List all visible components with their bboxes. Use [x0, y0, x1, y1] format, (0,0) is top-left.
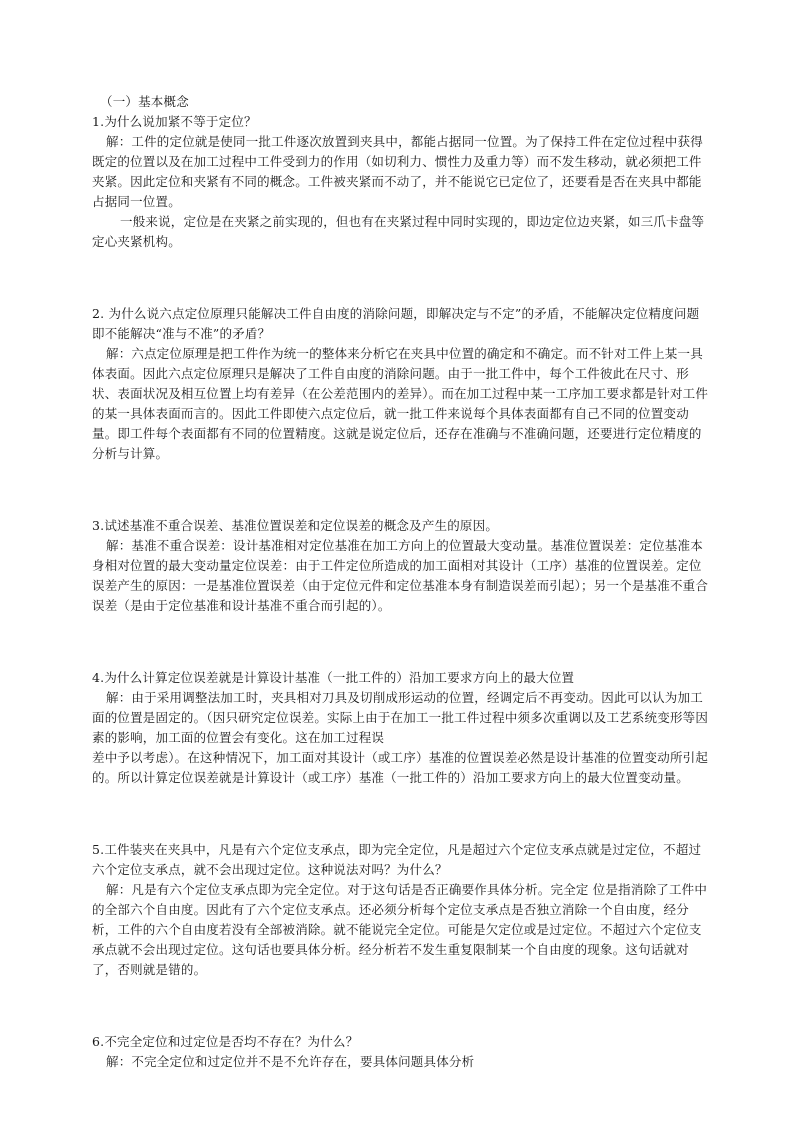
question-2: 2. 为什么说六点定位原理只能解决工件自由度的消除问题，即解决定与不定”的矛盾，不能解决定位精度问题即不能解决“准与不准”的矛盾？: [92, 306, 700, 341]
question-4: 4.为什么计算定位误差就是计算设计基准（一批工件的）沿加工要求方向上的最大位置: [92, 670, 575, 685]
answer-4: 解：由于采用调整法加工时，夹具相对刀具及切削成形运动的位置，经调定后不再变动。因此可以认为加工面的位置是固定的。（因只研究定位误差。实际上由于在加工一批工件过程中须多次重调以及工艺系统变形等因素的影响，加工面的位置会有变化。这在加工过程误: [92, 690, 709, 745]
question-block-2: [92, 304, 710, 464]
answer-6: 解：不完全定位和过定位并不是不允许存在，要具体问题具体分析: [106, 1054, 475, 1069]
question-block-6: [92, 1032, 710, 1072]
question-block-5: [92, 840, 710, 980]
answer-5: 解：凡是有六个定位支承点即为完全定位。对于这句话是否正确要作具体分析。完全定 位是指消除了工件中的全部六个自由度。因此有了六个定位支承点。还必须分析每个定位支承点是否独立消除一个自由度，经分析，工件的六个自由度若没有全部被消除。就不能说完全定位。可能是欠定位或是过定位。不超过六个定位支承点就不会出现过定位。这句话也要具体分析。经分析若不发生重复限制某一个自由度的现象。这句话就对了，否则就是错的。: [92, 882, 708, 977]
answer-1-paragraph-2: 一般来说，定位是在夹紧之前实现的，但也有在夹紧过程中同时实现的，即边定位边夹紧，如三爪卡盘等定心夹紧机构。: [92, 214, 705, 249]
question-block-4: [92, 668, 710, 788]
question-block-1: [92, 112, 710, 252]
question-3: 3.试述基准不重合误差、基准位置误差和定位误差的概念及产生的原因。: [92, 518, 499, 533]
question-block-3: [92, 516, 710, 616]
section-heading: （一）基本概念: [100, 94, 189, 109]
answer-1: 解：工件的定位就是使同一批工件逐次放置到夹具中，都能占据同一位置。为了保持工件在定位过程中获得既定的位置以及在加工过程中工件受到力的作用（如切利力、惯性力及重力等）而不发生移动，就必须把工件夹紧。因此定位和夹紧有不同的概念。工件被夹紧而不动了，并不能说它已定位了，还要看是否在夹具中都能占据同一位置。: [92, 134, 703, 209]
answer-2: 解：六点定位原理是把工件作为统一的整体来分析它在夹具中位置的确定和不确定。而不针对工件上某一具体表面。因此六点定位原理只是解决了工件自由度的消除问题。由于一批工件中，每个工件彼此在尺寸、形状、表面状况及相互位置上均有差异（在公差范围内的差异）。而在加工过程中某一工序加工要求都是针对工件的某一具体表面而言的。因此工件即使六点定位后，就一批工件来说每个具体表面都有自己不同的位置变动量。即工件每个表面都有不同的位置精度。这就是说定位后，还存在准确与不准确问题，还要进行定位精度的分析与计算。: [92, 346, 709, 461]
question-5: 5.工件装夹在夹具中，凡是有六个定位支承点，即为完全定位，凡是超过六个定位支承点就是过定位，不超过六个定位支承点，就不会出现过定位。这种说法对吗？为什么？: [92, 842, 702, 877]
question-1: 1.为什么说加紧不等于定位？: [92, 114, 257, 129]
question-6: 6.不完全定位和过定位是否均不存在？为什么？: [92, 1034, 359, 1049]
answer-3: 解：基准不重合误差：设计基准相对定位基准在加工方向上的位置最大变动量。基准位置误差：定位基准本身相对位置的最大变动量定位误差：由于工件定位所造成的加工面相对其设计（工序）基准的位置误差。定位误差产生的原因：一是基准位置误差（由于定位元件和定位基准本身有制造误差而引起）；另一个是基准不重合误差（是由于定位基准和设计基准不重合而引起的）。: [92, 538, 709, 613]
answer-4-continued: 差中予以考虑）。在这种情况下，加工面对其设计（或工序）基准的位置误差必然是设计基准的位置变动所引起的。所以计算定位误差就是计算设计（或工序）基准（一批工件的）沿加工要求方向上的最大位置变动量。: [92, 750, 709, 785]
document-page: [92, 92, 710, 1072]
